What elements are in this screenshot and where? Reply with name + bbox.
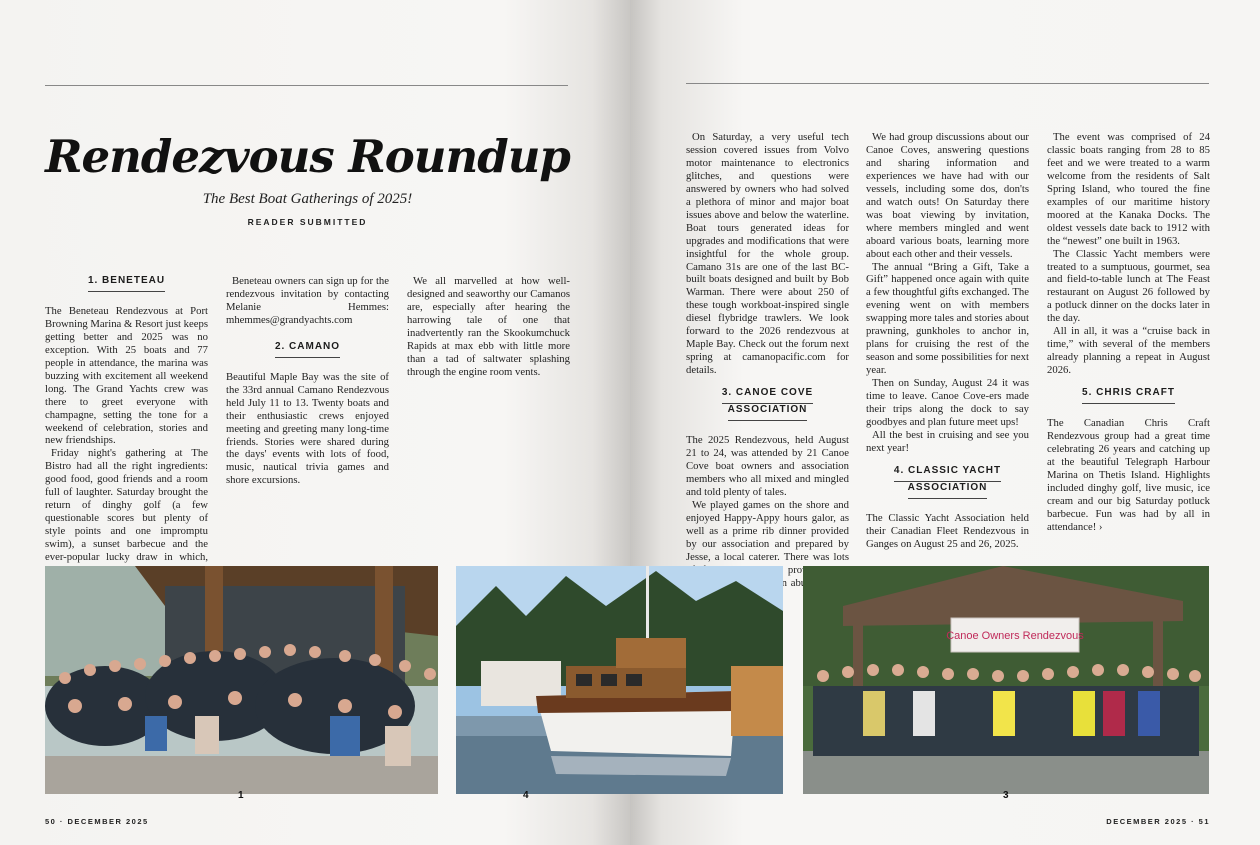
paragraph: The Beneteau Rendezvous at Port Browning Marina & Resort just keeps getting better and 2025 was no exception. With 25 boats and 77 people in attendance, the marina was buzzing with excitement all weekend long. The Grand Yachts crew was there to greet everyone with champagne, setting the tone for a weekend of celebration, stories and new friendships.	[45, 304, 208, 447]
folio-left: 50 · DECEMBER 2025	[45, 817, 149, 826]
paragraph: The event was comprised of 24 classic boats ranging from 28 to 85 feet and we were treated to a warm welcome from the residents of Salt Spring Island, who toured the fine examples of our maritime history moored at the Kanaka Docks. The oldest vessels date back to 1912 with the “newest” one built in 1963.	[1047, 131, 1210, 247]
folio-right: DECEMBER 2025 · 51	[1106, 817, 1210, 826]
photo-beneteau-group	[45, 566, 438, 794]
paragraph: We all marvelled at how well-designed and seaworthy our Camanos are, especially after hearing the harrowing tale of one that inadvertently ran the Skookumchuck Rapids at max ebb with little more than a tad of saltwater splashing through the engine room vents.	[407, 275, 570, 378]
text-column-3	[407, 275, 570, 538]
paragraph: We played games on the shore and enjoyed Happy-Appy hours galor, as well as a prime rib dinner provided by our association and prepared by Jesse, a local caterer. There was lots	[686, 498, 849, 563]
photo-classic-yacht-image	[456, 566, 783, 794]
photo-canoe-cove-image	[803, 566, 1209, 794]
top-rule-left	[45, 85, 568, 86]
photo-canoe-cove-group	[803, 566, 1209, 794]
paragraph: Friday night's gathering at The Bistro had all the right ingredients: good food, good friends and a room full of laughter. Saturday brought the return of dinghy golf (a few questionable scores but plenty of style points and one impromptu swim), a sunset barbecue and the ever-popular lucky draw in which,	[45, 447, 208, 564]
photo-caption-number: 1	[238, 790, 244, 801]
paragraph: The Classic Yacht Association held their Canadian Fleet Rendezvous in Ganges on August 25 and 26, 2025.	[866, 511, 1029, 550]
section-heading-camano: 2. CAMANO	[226, 341, 389, 358]
section-heading-chris-craft: 5. CHRIS CRAFT	[1047, 387, 1210, 404]
text-column-6	[1047, 131, 1210, 538]
paragraph: On Saturday, a very useful tech session covered issues from Volvo motor maintenance to electronics glitches, and questions were answered by owners who had solved a plethora of minor and major boat issues above and below the waterline. Boat tours generated ideas for upgrades and modifications that were insightful for the whole group. Camano 31s are one of the last BC-built boats designed and built by Bob Warman. There were about 250 of these tough workboat-inspired single diesel flybridge trawlers. We look forward to the 2026 rendezvous at Maple Bay. Check out the forum next spring at camanopacific.com for details.	[686, 131, 849, 377]
paragraph: Beautiful Maple Bay was the site of the 33rd annual Camano Rendezvous held July 11 to 13. Twenty boats and their enthusiastic crews enjoyed meeting and greeting many long-time friends. Stories were shared during the days' events with lots of food, music, nautical trivia games and shore excursions.	[226, 370, 389, 487]
paragraph: All in all, it was a “cruise back in time,” with several of the members already planning a repeat in August 2026.	[1047, 325, 1210, 377]
section-heading-beneteau: 1. BENETEAU	[45, 275, 208, 292]
photo-caption-number: 4	[523, 790, 529, 801]
article-subtitle: The Best Boat Gatherings of 2025!	[202, 191, 413, 207]
text-column-5	[866, 131, 1029, 550]
paragraph: The Canadian Chris Craft Rendezvous group had a great time celebrating 26 years and catching up at the beautiful Telegraph Harbour Marina on Thetis Island. Highlights included dinghy golf, live music, ice cream and our big Saturday potluck barbecue. Fun was had by all in attendance! ›	[1047, 417, 1210, 533]
pavilion-banner-text: Canoe Owners Rendezvous	[946, 630, 1084, 642]
paragraph: The Classic Yacht members were treated to a sumptuous, gourmet, sea and field-to-table lunch at The Feast restaurant on August 26 followed by a potluck dinner on the docks later in the day.	[1047, 247, 1210, 325]
section-heading-classic-yacht: 4. CLASSIC YACHT ASSOCIATION	[866, 465, 1029, 499]
photo-classic-yacht	[456, 566, 783, 794]
paragraph: We had group discussions about our Canoe Coves, answering questions and sharing information and experiences we have had with our vessels, including some dos, don'ts and watch outs! On Saturday there was boat viewing by invitation, where members mingled and went aboard various boats, learning more about each other and their vessels.	[866, 131, 1029, 260]
text-column-2	[226, 275, 389, 538]
paragraph: Then on Sunday, August 24 it was time to leave. Canoe Cove-ers made their trips along the dock to say goodbyes and plan future meet ups!	[866, 377, 1029, 428]
photo-beneteau-image	[45, 566, 438, 794]
section-heading-canoe-cove: 3. CANOE COVE ASSOCIATION	[686, 387, 849, 421]
paragraph: Beneteau owners can sign up for the rendezvous invitation by contacting Melanie Hemmes: mhemmes@grandyachts.com	[226, 275, 389, 326]
top-rule-right	[686, 83, 1209, 84]
text-column-4	[686, 131, 849, 563]
paragraph: All the best in cruising and see you next year!	[866, 428, 1029, 454]
article-byline: READER SUBMITTED	[247, 217, 368, 227]
article-title: Rendezvous Roundup	[45, 130, 570, 183]
photo-caption-number: 3	[1003, 790, 1009, 801]
paragraph: The annual “Bring a Gift, Take a Gift” happened once again with quite a few thoughtful gifts exchanged. The evening went on with members swapping more tales and stories about prawning, gunkholes to anchor in, plans for cruising the rest of the season and some possibilities for next year.	[866, 260, 1029, 377]
paragraph: The 2025 Rendezvous, held August 21 to 24, was attended by 21 Canoe Cove boat owners and association members who all mixed and mingled and told plenty of tales.	[686, 434, 849, 498]
